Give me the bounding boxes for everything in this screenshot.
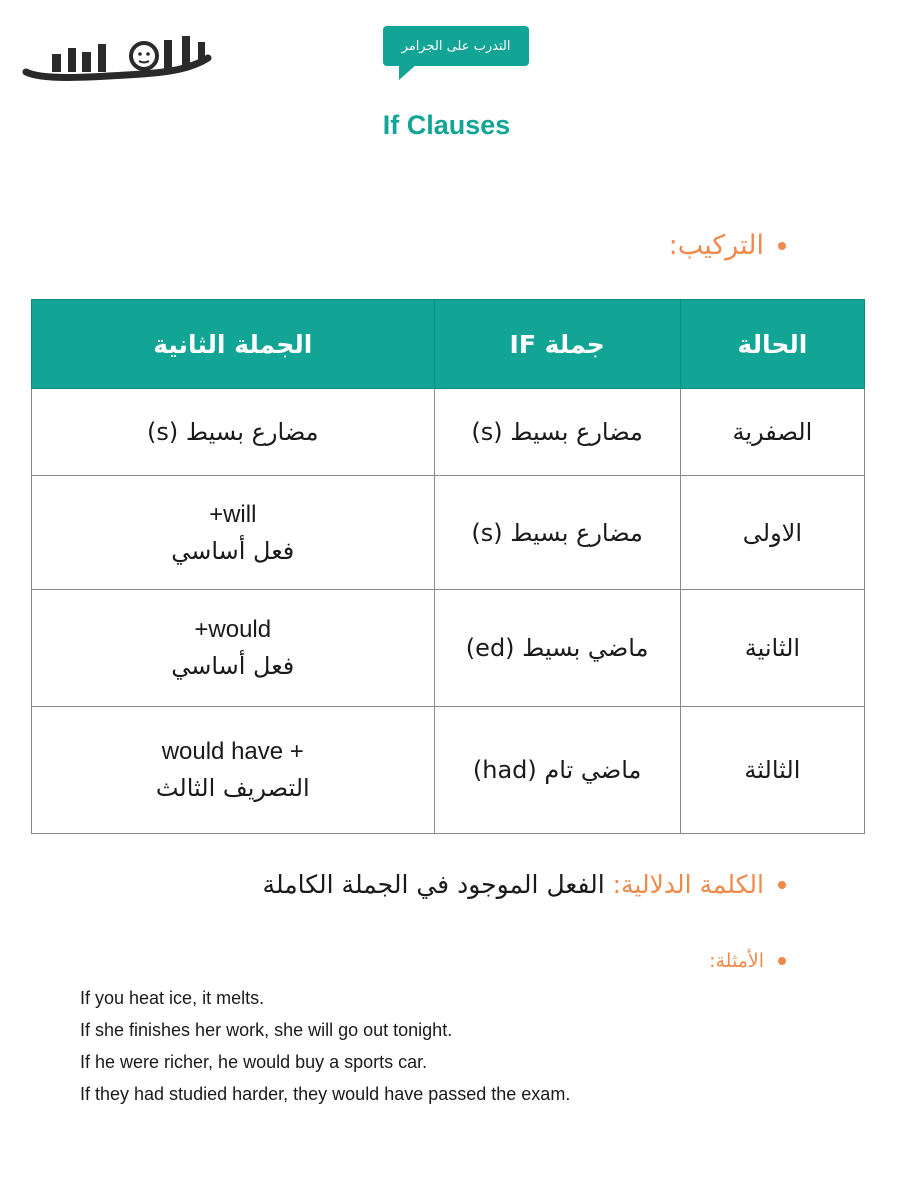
if-clause-cell: ماضي بسيط (ed) [434,590,680,707]
header-case: الحالة [680,300,864,389]
example-sentence: If he were richer, he would buy a sports car. [80,1052,428,1072]
brand-logo [22,28,212,86]
keyword-text: الفعل الموجود في الجملة الكاملة [262,870,605,899]
main-clause-english: +will [209,500,257,528]
header-main-clause: الجملة الثانية [32,300,435,389]
main-clause-arabic: فعل أساسي [171,536,295,565]
main-clause-english: +would [194,616,272,643]
case-cell: الثانية [680,590,864,707]
if-clauses-table [31,299,865,834]
case-cell: الاولى [680,476,864,590]
case-cell: الصفرية [680,389,864,476]
structure-heading-label: التركيب: [668,230,764,261]
speech-bubble-tail [399,64,417,80]
bullet-icon [778,242,786,250]
speech-bubble-badge: التدرب على الجرامر [383,26,529,66]
example-sentence: If they had studied harder, they would have passed the exam. [80,1084,571,1104]
bullet-icon [778,957,786,965]
keyword-heading [263,870,786,899]
examples-list [80,982,840,1110]
main-clause-cell [32,590,435,707]
table-header-row [32,300,865,389]
example-sentence: If she finishes her work, she will go out tonight. [80,1020,453,1040]
brand-logo-graphic [22,28,212,86]
header-if-clause: جملة IF [434,300,680,389]
table-row [32,707,865,834]
if-clause-cell: ماضي تام (had) [434,707,680,834]
examples-heading-label: الأمثلة: [709,950,764,972]
case-cell: الثالثة [680,707,864,834]
main-clause-arabic: التصريف الثالث [155,774,310,802]
table-row [32,476,865,590]
main-clause-arabic: فعل أساسي [171,652,295,680]
main-clause-english: would have + [161,738,304,765]
bullet-icon [778,881,786,889]
main-clause-cell [32,707,435,834]
examples-heading [709,950,786,972]
page-title: If Clauses [382,110,511,140]
table-row [32,389,865,476]
if-clause-cell: مضارع بسيط (s) [434,476,680,590]
if-clause-cell: مضارع بسيط (s) [434,389,680,476]
example-sentence: If you heat ice, it melts. [80,988,265,1008]
structure-heading [669,230,786,261]
keyword-label: الكلمة الدلالية: [612,870,764,899]
table-row [32,590,865,707]
main-clause-cell [32,476,435,590]
main-clause-arabic: مضارع بسيط (s) [146,418,319,446]
main-clause-cell [32,389,435,476]
